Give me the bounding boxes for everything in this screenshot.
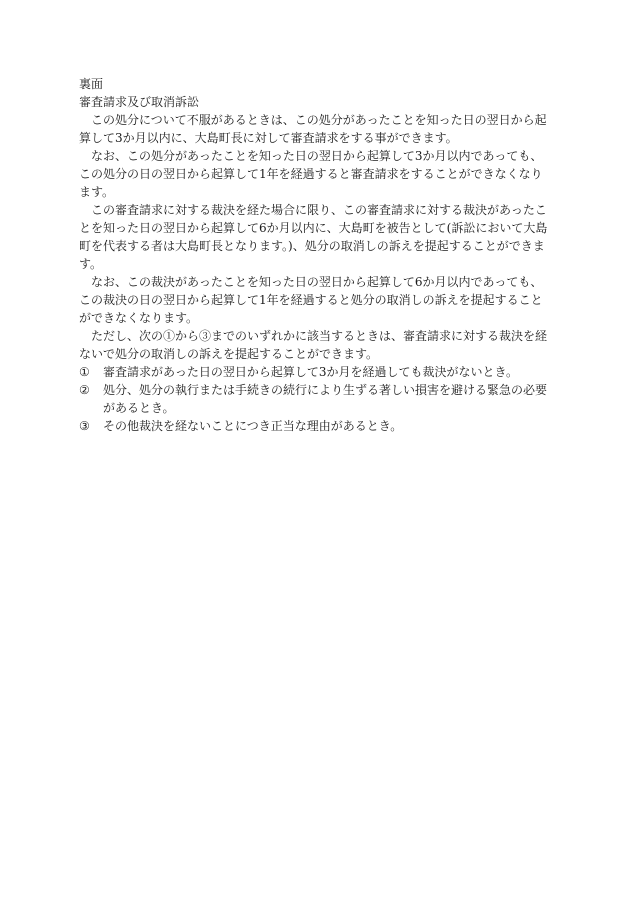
list-item <box>79 363 551 381</box>
section-title: 審査請求及び取消訴訟 <box>79 95 200 109</box>
list-item-text: 処分、処分の執行または手続きの続行により生ずる著しい損害を避ける緊急の必要があるとき。 <box>103 383 548 415</box>
document-page <box>79 75 551 435</box>
paragraph-appeal-one-year: なお、この処分があったことを知った日の翌日から起算して3か月以内であっても、この処分の日の翌日から起算して1年を経過すると審査請求をすることができなくなります。 <box>79 149 543 199</box>
paragraph-exceptions: ただし、次の①から③までのいずれかに該当するときは、審査請求に対する裁決を経ないで処分の取消しの訴えを提起することができます。 <box>79 329 548 361</box>
list-item-number: ③ <box>79 419 90 433</box>
list-item <box>79 417 551 435</box>
list-item-text: 審査請求があった日の翌日から起算して3か月を経過しても裁決がないとき。 <box>103 365 519 379</box>
paragraph-lawsuit-deadline: この審査請求に対する裁決を経た場合に限り、この審査請求に対する裁決があったことを知った日の翌日から起算して6か月以内に、大島町を被告として(訴訟において大島町を代表する者は大島町長となります。)、処分の取消しの訴えを提起することができます。 <box>79 203 548 271</box>
list-item-number: ① <box>79 365 90 379</box>
paragraph-appeal-deadline: この処分について不服があるときは、この処分があったことを知った日の翌日から起算して3か月以内に、大島町長に対して審査請求をする事ができます。 <box>79 113 547 145</box>
list-item-text: その他裁決を経ないことにつき正当な理由があるとき。 <box>103 419 403 433</box>
list-item-number: ② <box>79 383 90 397</box>
list-item <box>79 381 551 417</box>
side-label: 裏面 <box>79 77 104 91</box>
paragraph-lawsuit-one-year: なお、この裁決があったことを知った日の翌日から起算して6か月以内であっても、この裁決の日の翌日から起算して1年を経過すると処分の取消しの訴えを提起することができなくなります。 <box>79 275 543 325</box>
